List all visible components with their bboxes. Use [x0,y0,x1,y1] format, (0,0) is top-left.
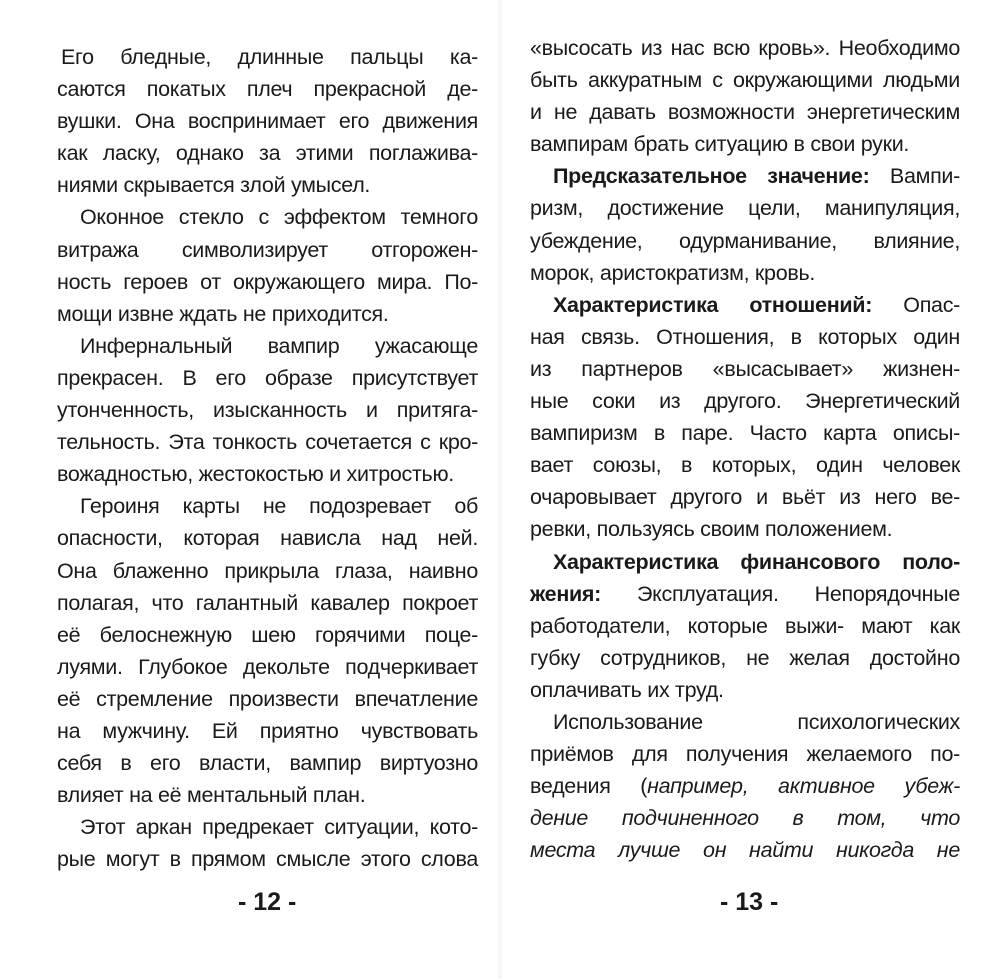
text-segment: вожадностью, жестокостью и хитростью. [57,462,454,487]
text-segment: Использование психологических [553,709,960,734]
text-line [530,96,960,128]
text-line [57,137,478,169]
text-segment: ризм, достижение цели, манипуляция, [530,196,960,221]
text-segment: из партнеров «высасывает» жизнен- [530,356,960,381]
text-line [530,513,960,545]
text-line [530,546,960,578]
text-line [57,811,478,843]
text-line [57,266,478,298]
text-line [530,353,960,385]
text-segment: рые могут в прямом смысле этого слова [57,847,478,872]
text-segment: мощи извне ждать не приходится. [57,301,389,326]
text-line [57,426,478,458]
text-line [57,555,478,587]
text-line [530,674,960,706]
text-segment: ные соки из другого. Энергетический [530,389,960,414]
paragraph [57,811,478,875]
text-segment: прекрасен. В его образе присутствует [57,365,478,390]
text-segment: ность героев от окружающего мира. По- [57,269,478,294]
text-line [530,578,960,610]
italic-text: места лучше он найти никогда не [530,838,960,863]
paragraph [57,490,478,811]
bold-heading: жения: [530,581,602,606]
book-gutter [497,0,503,979]
text-line [530,225,960,257]
text-segment: себя в его власти, вампир виртуозно [57,751,478,776]
text-line [530,289,960,321]
text-line [57,651,478,683]
text-line [57,298,478,330]
paragraph [530,706,960,866]
text-line [530,642,960,674]
bold-heading: Характеристика отношений: [553,292,873,317]
text-segment: Вампи- [869,164,960,189]
text-segment: Его бледные, длинные пальцы ка- [61,45,478,69]
text-line [530,32,960,64]
text-line [57,490,478,522]
text-line [530,481,960,513]
text-segment: луями. Глубокое декольте подчеркивает [57,654,478,679]
text-line [530,738,960,770]
bold-heading: Характеристика финансового поло- [553,549,960,574]
text-segment: и не давать возможности энергетическим [530,100,960,125]
text-line [530,802,960,834]
text-segment: ниями скрывается злой умысел. [57,173,371,198]
text-segment: опасности, которая нависла над ней. [57,526,478,551]
page-number-left: - 12 - [238,888,297,916]
text-line [57,201,478,233]
text-segment: тельность. Эта тонкость сочетается с кро- [57,430,478,455]
text-segment: оплачивать их труд. [530,677,724,702]
text-line [530,610,960,642]
text-line [530,160,960,192]
text-segment: влияет на её ментальный план. [57,783,366,808]
text-line [57,587,478,619]
text-line [57,169,478,201]
text-line [57,683,478,715]
text-segment: Этот аркан предрекает ситуации, кото- [80,815,478,840]
bold-heading: Предсказательное значение: [553,164,870,189]
text-segment: Героиня карты не подозревает об [80,494,478,519]
text-segment: Инфернальный вампир ужасающе [80,333,478,358]
text-line [530,449,960,481]
text-line [530,128,960,160]
text-line [530,321,960,353]
text-segment: на мужчину. Ей приятно чувствовать [57,718,478,743]
text-segment: вампирам брать ситуацию в свои руки. [530,132,910,157]
text-line [57,394,478,426]
text-line [530,385,960,417]
text-segment: морок, аристократизм, кровь. [530,260,816,285]
text-line [57,779,478,811]
text-line [57,843,478,875]
italic-text: например, активное убеж- [647,774,960,799]
text-segment: витража символизирует отгорожен- [57,237,478,262]
paragraph [57,41,478,201]
text-segment: саются покатых плеч прекрасной де- [57,77,478,102]
text-segment: ная связь. Отношения, в которых один [530,324,960,349]
paragraph [530,32,960,160]
text-line [530,834,960,866]
text-line [57,73,478,105]
text-line [530,417,960,449]
text-line [530,192,960,224]
text-line [530,257,960,289]
text-segment: вушки. Она воспринимает его движения [57,109,478,134]
text-segment: вает союзы, в которых, один человек [530,453,960,478]
text-line [57,522,478,554]
text-segment: убеждение, одурманивание, влияние, [530,228,960,253]
text-segment: приёмов для получения желаемого по- [530,742,960,767]
text-segment: губку сотрудников, не желая достойно [530,645,960,670]
text-line [57,458,478,490]
paragraph [530,160,960,288]
text-segment: её белоснежную шею горячими поце- [57,622,478,647]
text-segment: работодатели, которые выжи- мают как [530,613,960,638]
text-line [57,330,478,362]
text-segment: вампиризм в паре. Часто карта описы- [530,421,960,446]
text-line [57,41,478,73]
text-line [57,715,478,747]
text-line [57,362,478,394]
text-line [57,619,478,651]
text-line [530,64,960,96]
text-segment: Эксплуатация. Непорядочные [601,581,960,606]
text-segment: быть аккуратным с окружающими людьми [530,68,960,93]
right-page-text [530,32,960,866]
text-segment: ревки, пользуясь своим положением. [530,517,893,542]
text-segment: Опас- [872,292,960,317]
text-segment: как ласку, однако за этими поглажива- [57,141,478,166]
paragraph [530,546,960,706]
italic-text: дение подчиненного в том, что [530,806,960,831]
paragraph [57,330,478,490]
text-line [57,747,478,779]
text-line [530,706,960,738]
text-segment: очаровывает другого и вьёт из него ве- [530,485,960,510]
text-segment: её стремление произвести впечатление [57,686,478,711]
text-segment: «высосать из нас всю кровь». Необходимо [530,36,960,60]
text-line [57,234,478,266]
text-line [530,770,960,802]
page-number-right: - 13 - [720,888,779,916]
text-segment: утонченность, изысканность и притяга- [57,398,478,423]
paragraph [57,201,478,329]
text-segment: Она блаженно прикрыла глаза, наивно [57,558,478,583]
left-page-text [57,41,478,875]
text-segment: Оконное стекло с эффектом темного [80,205,478,230]
text-segment: полагая, что галантный кавалер покроет [57,590,478,615]
paragraph [530,289,960,546]
text-segment: ведения ( [530,774,648,799]
text-line [57,105,478,137]
